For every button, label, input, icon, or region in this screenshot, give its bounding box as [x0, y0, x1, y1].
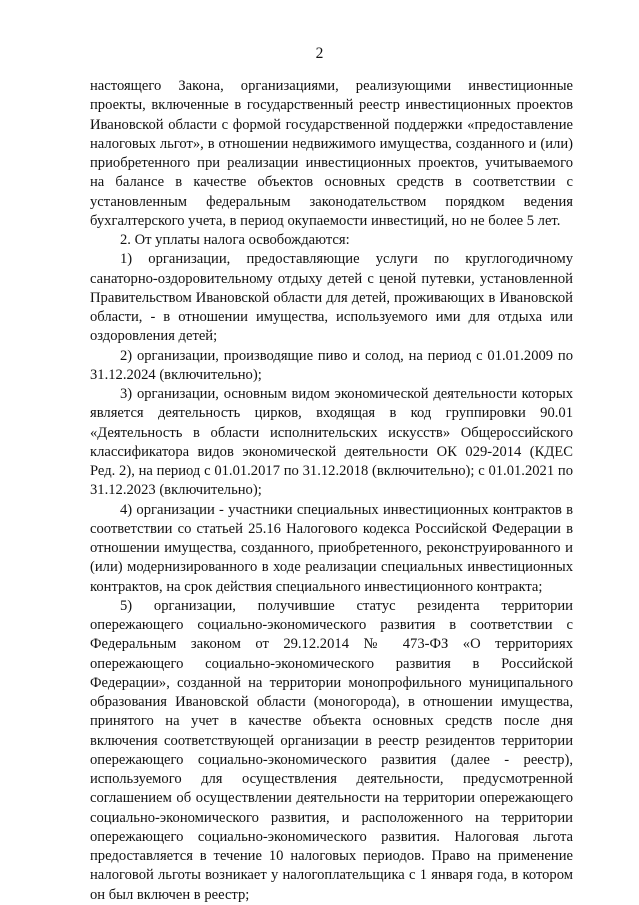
paragraph-item-5: 5) организации, получившие статус резидента территории опережающего социально-экономического развития в соответствии с Федеральным законом от 29.12.2014 № 473-ФЗ «О территориях опережающего социально-экономического развития в Российской Федерации», созданной на территории монопрофильного муниципального образования Ивановской области (моногорода), в отношении имущества, принятого на учет в качестве объекта основных средств после дня включения соответствующей организации в реестр резидентов территории опережающего социально-экономического развития (далее - реестр), используемого для осуществления деятельности, предусмотренной соглашением об осуществлении деятельности на территории опережающего социально-экономического развития, и расположенного на территории опережающего социально-экономического развития. Налоговая льгота предоставляется в течение 10 налоговых периодов. Право на применение налоговой льготы возникает у налогоплательщика с 1 января года, в котором он был включен в реестр; — [90, 597, 573, 903]
paragraph-item-3: 3) организации, основным видом экономической деятельности которых является деятельность цирков, входящая в код группировки 90.01 «Деятельность в области исполнительских искусств» Общероссийского классификатора видов экономической деятельности ОК 029-2014 (КДЕС Ред. 2), на период с 01.01.2017 по 31.12.2018 (включительно); с 01.01.2021 по 31.12.2023 (включительно); — [90, 386, 573, 499]
paragraph-continuation: настоящего Закона, организациями, реализующими инвестиционные проекты, включенные в государственный реестр инвестиционных проектов Ивановской области с формой государственной поддержки «предоставление налоговых льгот», в отношении недвижимого имущества, созданного и (или) приобретенного при реализации инвестиционных проектов, учитываемого на балансе в качестве объектов основных средств в соответствии с установленным федеральным законодательством порядком ведения бухгалтерского учета, в период окупаемости инвестиций, но не более 5 лет. — [90, 78, 573, 229]
page-number: 2 — [315, 45, 324, 62]
paragraph-item-1: 1) организации, предоставляющие услуги по круглогодичному санаторно-оздоровительному отдыху детей с ценой путевки, установленной Правительством Ивановской области для детей, проживающих в Ивановской области, - в отношении имущества, используемого ими для отдыха или оздоровления детей; — [90, 251, 573, 345]
document-body — [90, 77, 573, 905]
paragraph-item-4: 4) организации - участники специальных инвестиционных контрактов в соответствии со статьей 25.16 Налогового кодекса Российской Федерации в отношении имущества, созданного, приобретенного, реконструированного и (или) модернизированного в ходе реализации специальных инвестиционных контрактов, на срок действия специального инвестиционного контракта; — [90, 501, 573, 595]
paragraph-item-2: 2) организации, производящие пиво и солод, на период с 01.01.2009 по 31.12.2024 (включительно); — [90, 347, 573, 383]
paragraph-exemptions-heading: 2. От уплаты налога освобождаются: — [120, 232, 350, 248]
